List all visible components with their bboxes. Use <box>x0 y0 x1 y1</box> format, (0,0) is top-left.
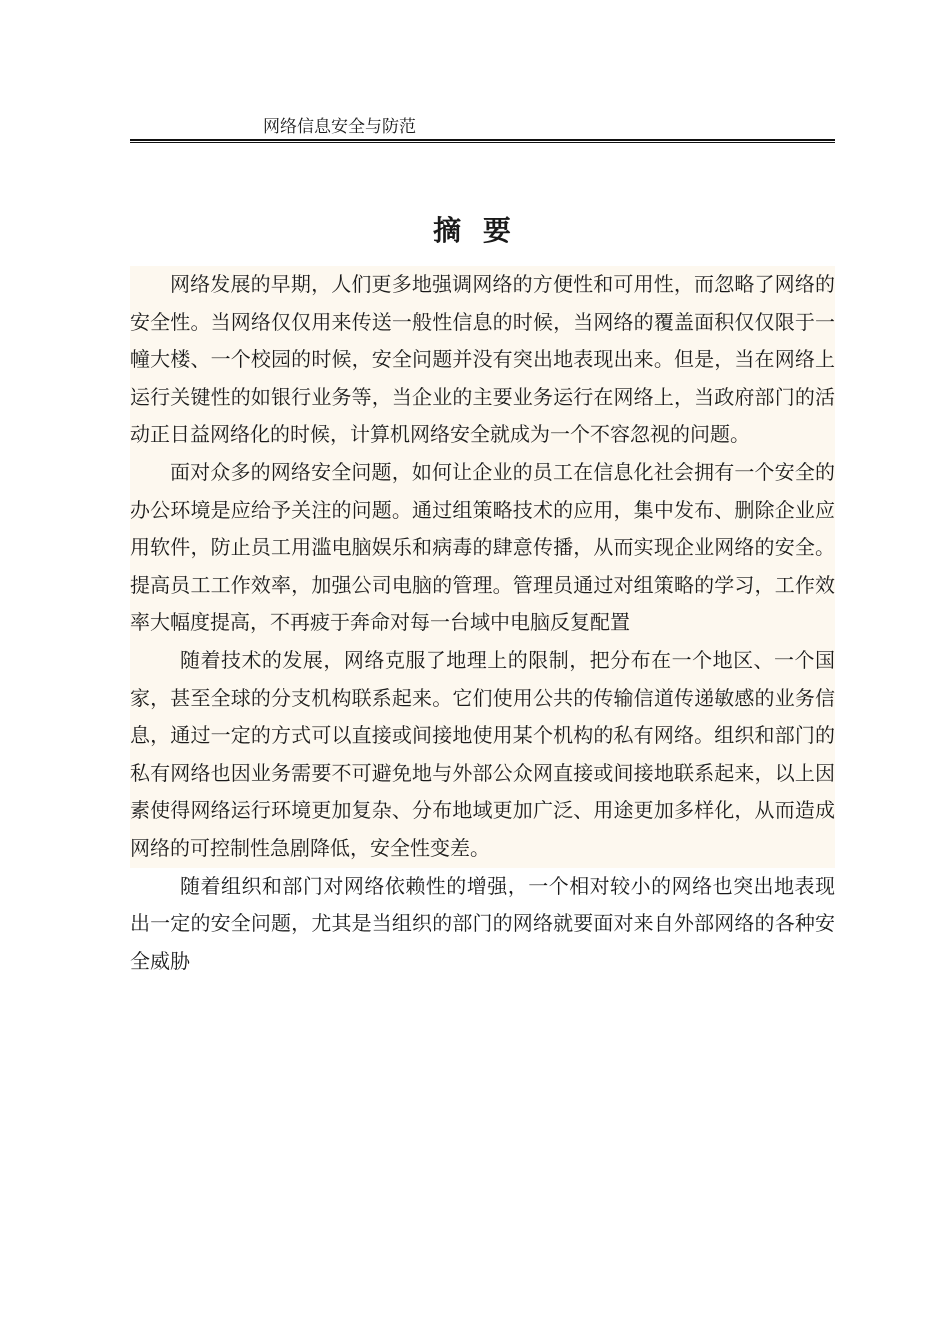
abstract-paragraph-4: 随着组织和部门对网络依赖性的增强，一个相对较小的网络也突出地表现出一定的安全问题，尤其是当组织的部门的网络就要面对来自外部网络的各种安全威胁 <box>130 873 835 973</box>
abstract-paragraph-2: 面对众多的网络安全问题，如何让企业的员工在信息化社会拥有一个安全的办公环境是应给予关注的问题。通过组策略技术的应用，集中发布、删除企业应用软件，防止员工用滥电脑娱乐和病毒的肆意传播，从而实现企业网络的安全。提高员工工作效率，加强公司电脑的管理。管理员通过对组策略的学习，工作效率大幅度提高，不再疲于奔命对每一台域中电脑反复配置 <box>130 454 835 642</box>
page-title: 摘 要 <box>433 213 517 247</box>
abstract-paragraph-3: 随着技术的发展，网络克服了地理上的限制，把分布在一个地区、一个国家，甚至全球的分支机构联系起来。它们使用公共的传输信道传递敏感的业务信息，通过一定的方式可以直接或间接地使用某个机构的私有网络。组织和部门的私有网络也因业务需要不可避免地与外部公众网直接或间接地联系起来，以上因素使得网络运行环境更加复杂、分布地域更加广泛、用途更加多样化，从而造成网络的可控制性急剧降低，安全性变差。 <box>130 642 835 868</box>
header-rule <box>130 139 835 143</box>
abstract-paragraph-1: 网络发展的早期，人们更多地强调网络的方便性和可用性，而忽略了网络的安全性。当网络仅仅用来传送一般性信息的时候，当网络的覆盖面积仅仅限于一幢大楼、一个校园的时候，安全问题并没有突出地表现出来。但是，当在网络上运行关键性的如银行业务等，当企业的主要业务运行在网络上，当政府部门的活动正日益网络化的时候，计算机网络安全就成为一个不容忽视的问题。 <box>130 266 835 454</box>
abstract-body <box>130 266 835 980</box>
running-header: 网络信息安全与防范 <box>263 117 416 137</box>
